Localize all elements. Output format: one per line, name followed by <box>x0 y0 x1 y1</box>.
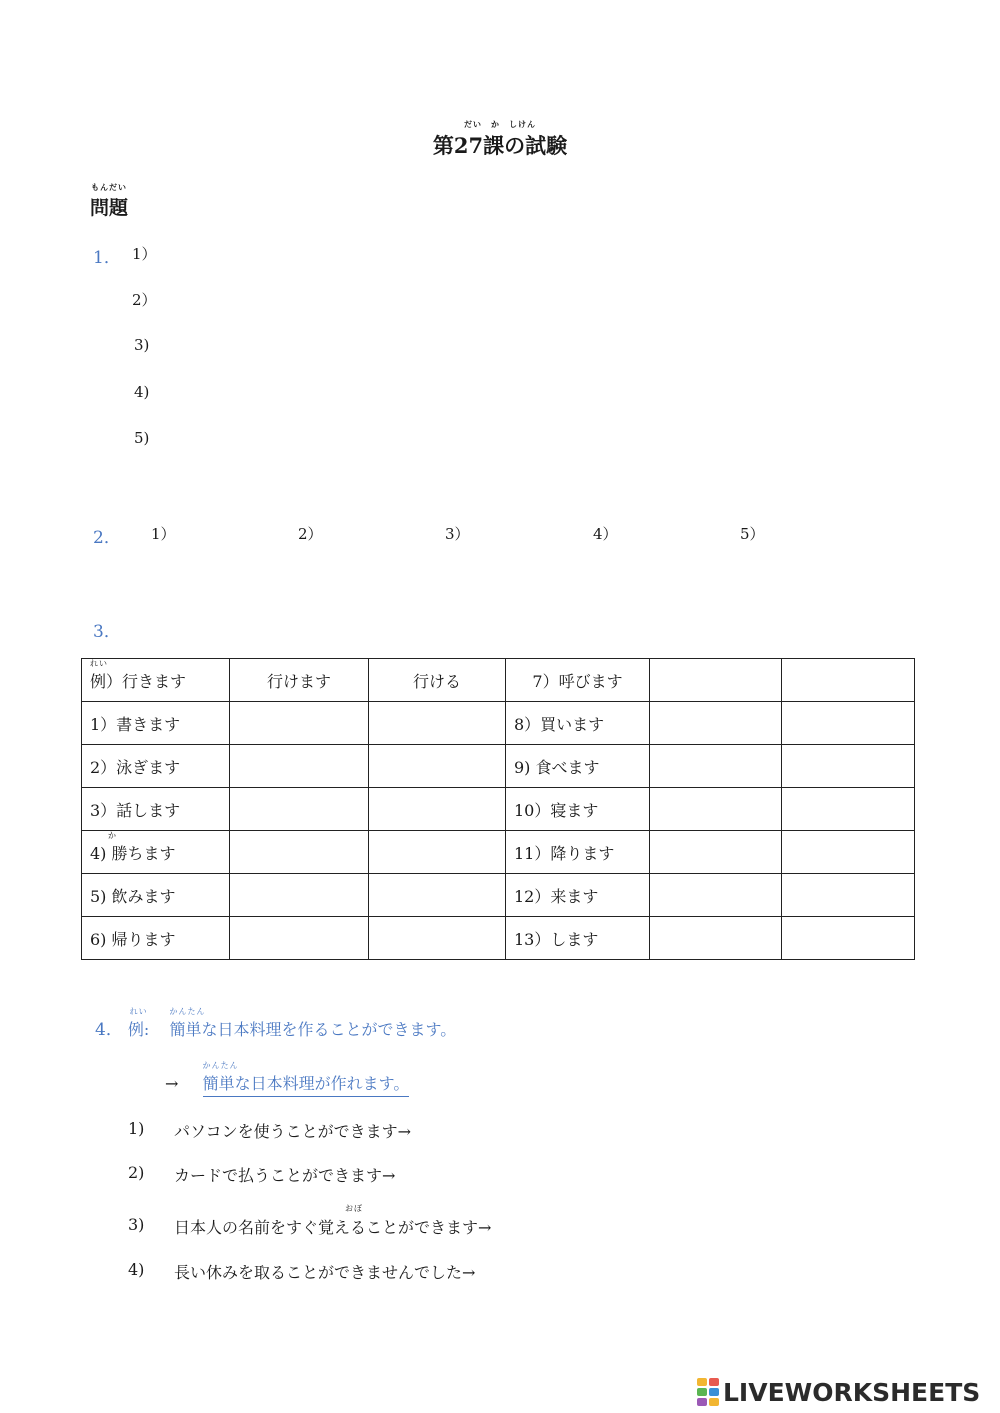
answer-cell[interactable] <box>782 831 915 874</box>
page-title <box>0 119 1000 160</box>
q2-item-2: 2） <box>298 525 323 543</box>
answer-cell[interactable] <box>369 702 506 745</box>
answer-cell[interactable] <box>650 745 782 788</box>
q4-example-ruby: かんたん <box>169 1007 206 1016</box>
arrow-icon: → <box>165 1074 179 1093</box>
answer-cell[interactable] <box>782 659 915 702</box>
q4-item-1-num: 1) <box>128 1119 145 1138</box>
verb-cell-6: 6) 帰ります <box>82 917 230 960</box>
q4-example-label: 例: <box>127 1020 150 1039</box>
q4-item-4-num: 4) <box>128 1260 145 1279</box>
q4-item-3-num: 3) <box>128 1215 145 1234</box>
answer-cell[interactable] <box>782 917 915 960</box>
verb-cell-12: 12）来ます <box>506 874 650 917</box>
answer-cell[interactable] <box>369 917 506 960</box>
q2-item-3: 3） <box>445 525 470 543</box>
answer-cell[interactable] <box>369 874 506 917</box>
liveworksheets-logo[interactable] <box>697 1376 980 1408</box>
q2-item-5: 5） <box>740 525 765 543</box>
q4-item-3 <box>128 1204 492 1237</box>
mondai-ruby: もんだい <box>91 182 127 192</box>
q4-answer-ruby: かんたん <box>202 1061 239 1070</box>
q1-item-1: 1） <box>132 245 157 263</box>
answer-cell[interactable] <box>650 788 782 831</box>
q4-example-answer <box>165 1061 410 1097</box>
verb-cell-11: 11）降ります <box>506 831 650 874</box>
verb-cell-7: 7）呼びます <box>506 659 650 702</box>
verb-cell-8: 8）買います <box>506 702 650 745</box>
answer-cell[interactable] <box>230 874 369 917</box>
table-row <box>82 788 915 831</box>
answer-cell[interactable] <box>230 917 369 960</box>
verb-cell-5: 5) 飲みます <box>82 874 230 917</box>
q3-number: 3． <box>93 622 121 642</box>
answer-cell[interactable] <box>230 745 369 788</box>
q1-item-4: 4) <box>134 383 150 401</box>
q4-item-3-ruby: おぼ <box>345 1204 363 1213</box>
verb-cell-2: 2）泳ぎます <box>82 745 230 788</box>
q4-example-sentence: 簡単な日本料理を作ることができます。 <box>169 1020 457 1039</box>
answer-cell[interactable] <box>230 831 369 874</box>
q1-item-3: 3) <box>134 336 150 354</box>
liveworksheets-logo-icon <box>697 1378 719 1406</box>
example-ruby: れい <box>90 658 108 668</box>
q2-number: 2． <box>93 528 121 548</box>
answer-cell[interactable] <box>650 874 782 917</box>
answer-cell[interactable] <box>230 788 369 831</box>
q4-item-2-text: カードで払うことができます→ <box>174 1166 396 1185</box>
answer-cell[interactable] <box>369 831 506 874</box>
q1-item-2: 2） <box>132 291 157 309</box>
q4-item-3-text-wrap <box>174 1204 492 1238</box>
section-heading <box>90 182 129 220</box>
answer-cell[interactable] <box>650 702 782 745</box>
answer-cell[interactable] <box>782 874 915 917</box>
q4-item-4 <box>128 1260 476 1282</box>
table-row <box>82 831 915 874</box>
table-row <box>82 702 915 745</box>
q4-item-1-text: パソコンを使うことができます→ <box>174 1122 412 1141</box>
verb-cell-13: 13）します <box>506 917 650 960</box>
table-row <box>82 745 915 788</box>
answer-cell[interactable] <box>650 659 782 702</box>
q4-item-3-text: 日本人の名前をすぐ覚えることができます→ <box>174 1218 492 1237</box>
q4-example <box>95 1007 457 1040</box>
table-row <box>82 659 915 702</box>
table-row <box>82 874 915 917</box>
verb-cell-10: 10）寝ます <box>506 788 650 831</box>
q1-number: 1． <box>93 248 121 268</box>
verb-cell-4 <box>82 831 230 874</box>
mondai-text: 問題 <box>90 197 129 219</box>
q4-answer-sentence: 簡単な日本料理が作れます。 <box>202 1074 410 1093</box>
verb-cell-1: 1）書きます <box>82 702 230 745</box>
verb-4-ruby: か <box>108 830 117 840</box>
q4-example-label-ruby: れい <box>129 1007 148 1016</box>
example-potential-cell: 行けます <box>230 659 369 702</box>
title-ruby: だい か しけん <box>463 119 536 129</box>
example-verb: ）行きます <box>106 671 187 691</box>
verb-cell-9: 9) 食べます <box>506 745 650 788</box>
answer-cell[interactable] <box>650 917 782 960</box>
verb-table <box>81 658 915 960</box>
example-plain-cell: 行ける <box>369 659 506 702</box>
answer-cell[interactable] <box>782 745 915 788</box>
verb-4-text: 4) 勝ちます <box>90 843 176 863</box>
answer-cell[interactable] <box>782 788 915 831</box>
title-text: 第27課の試験 <box>432 133 568 158</box>
example-label: 例 <box>90 671 107 691</box>
logo-text: LIVEWORKSHEETS <box>723 1377 981 1407</box>
answer-cell[interactable] <box>369 745 506 788</box>
q1-item-5: 5) <box>134 429 150 447</box>
verb-cell-3: 3）話します <box>82 788 230 831</box>
answer-cell[interactable] <box>369 788 506 831</box>
q4-item-4-text: 長い休みを取ることができませんでした→ <box>174 1263 476 1282</box>
example-verb-cell <box>82 659 230 702</box>
answer-cell[interactable] <box>230 702 369 745</box>
q4-number: 4． <box>95 1020 123 1040</box>
answer-cell[interactable] <box>782 702 915 745</box>
table-row <box>82 917 915 960</box>
q4-item-2 <box>128 1163 396 1185</box>
q2-item-4: 4） <box>593 525 618 543</box>
answer-cell[interactable] <box>650 831 782 874</box>
q4-item-1 <box>128 1119 412 1141</box>
q4-item-2-num: 2) <box>128 1163 145 1182</box>
q2-item-1: 1） <box>151 525 176 543</box>
